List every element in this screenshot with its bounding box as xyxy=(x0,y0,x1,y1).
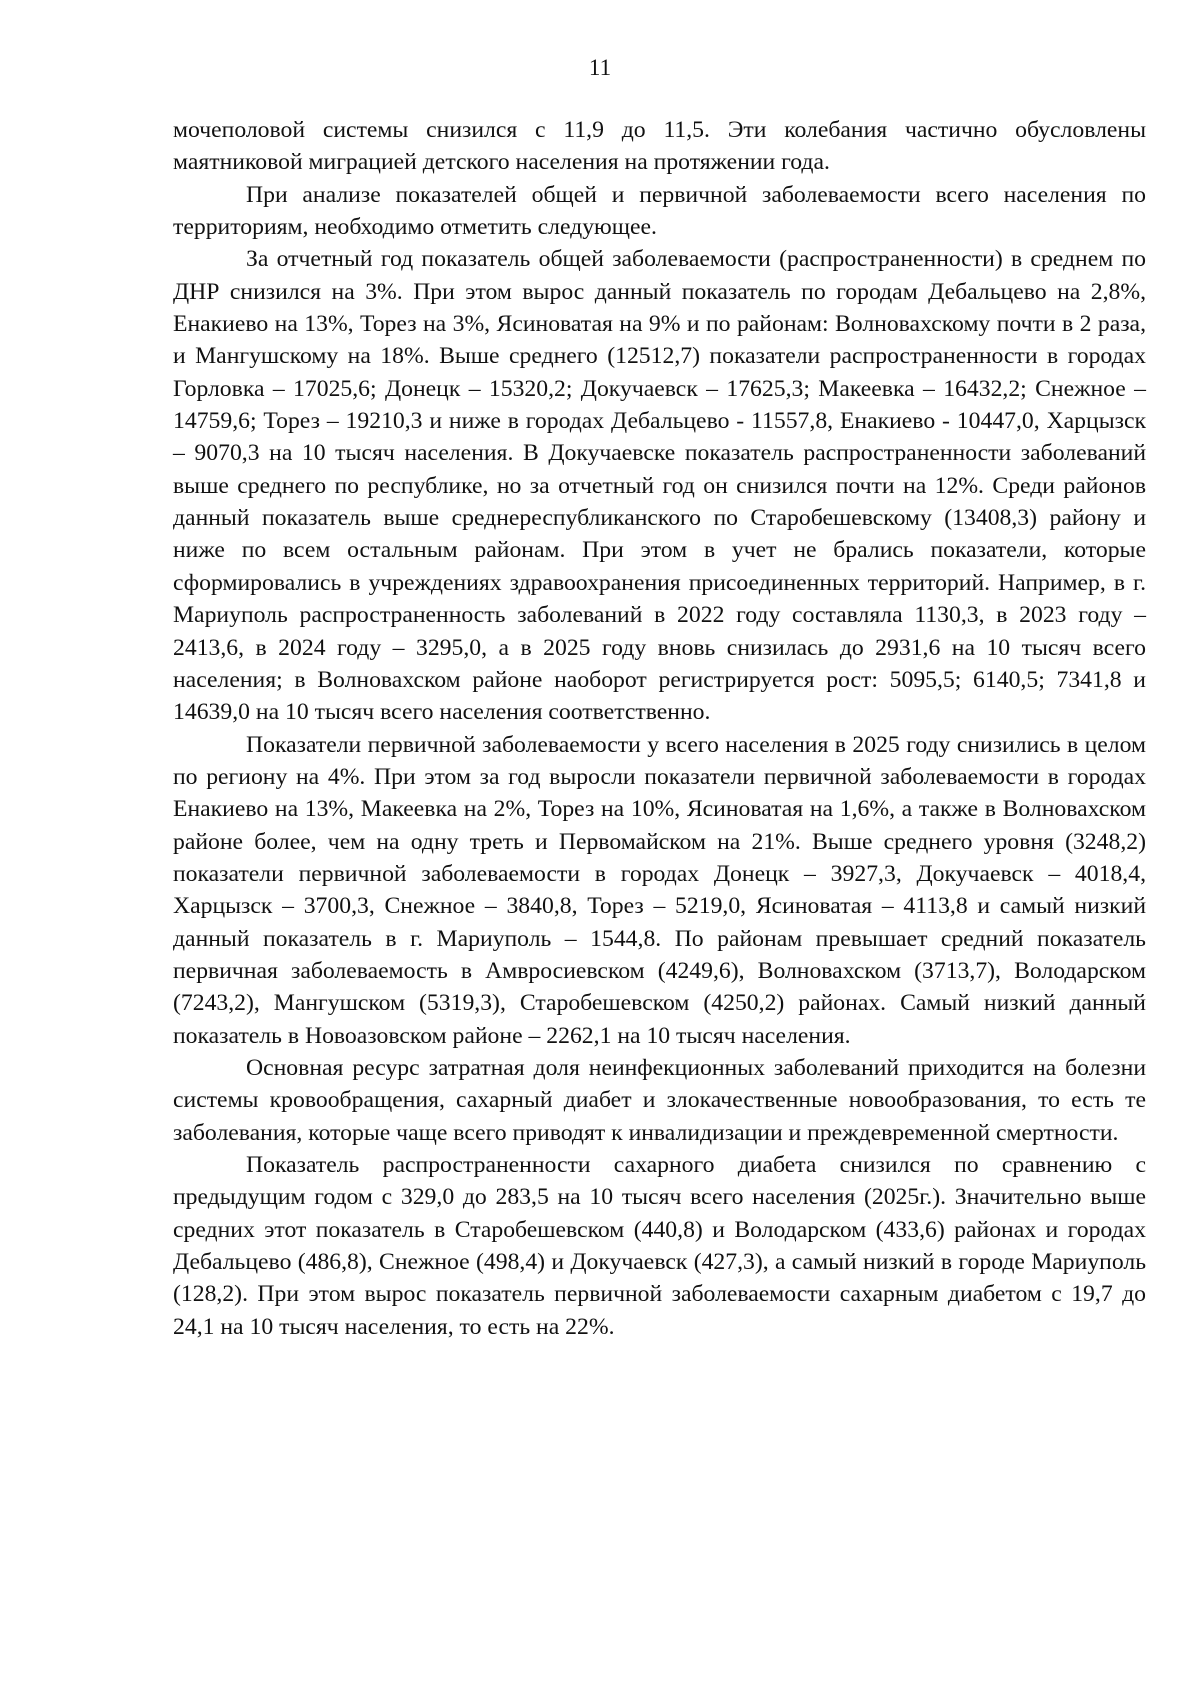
paragraph-general-morbidity: За отчетный год показатель общей заболеваемости (распространенности) в среднем по ДНР снизился на 3%. При этом вырос данный показатель по городам Дебальцево на 2,8%, Енакиево на 13%, Торез на 3%, Ясиноватая на 9% и по районам: Волновахскому почти в 2 раза, и Мангушскому на 18%. Выше среднего (12512,7) показатели распространенности в городах Горловка – 17025,6; Донецк – 15320,2; Докучаевск – 17625,3; Макеевка – 16432,2; Снежное – 14759,6; Торез – 19210,3 и ниже в городах Дебальцево - 11557,8, Енакиево - 10447,0, Харцызск – 9070,3 на 10 тысяч населения. В Докучаевске показатель распространенности заболеваний выше среднего по республике, но за отчетный год он снизился почти на 12%. Среди районов данный показатель выше среднереспубликанского по Старобешевскому (13408,3) району и ниже по всем остальным районам. При этом в учет не брались показатели, которые сформировались в учреждениях здравоохранения присоединенных территорий. Например, в г. Мариуполь распространенность заболеваний в 2022 году составляла 1130,3, в 2023 году – 2413,6, в 2024 году – 3295,0, а в 2025 году вновь снизилась до 2931,6 на 10 тысяч всего населения; в Волновахском районе наоборот регистрируется рост: 5095,5; 6140,5; 7341,8 и 14639,0 на 10 тысяч всего населения соответственно. xyxy=(173,246,1146,726)
paragraph-diabetes: Показатель распространенности сахарного диабета снизился по сравнению с предыдущим годом с 329,0 до 283,5 на 10 тысяч всего населения (2025г.). Значительно выше средних этот показатель в Старобешевском (440,8) и Володарском (433,6) районах и городах Дебальцево (486,8), Снежное (498,4) и Докучаевск (427,3), а самый низкий в городе Мариуполь (128,2). При этом вырос показатель первичной заболеваемости сахарным диабетом с 19,7 до 24,1 на 10 тысяч населения, то есть на 22%. xyxy=(173,1152,1146,1340)
paragraph-noncommunicable-diseases: Основная ресурс затратная доля неинфекционных заболеваний приходится на болезни системы кровообращения, сахарный диабет и злокачественные новообразования, то есть те заболевания, которые чаще всего приводят к инвалидизации и преждевременной смертности. xyxy=(173,1054,1146,1146)
paragraph-primary-morbidity: Показатели первичной заболеваемости у всего населения в 2025 году снизились в целом по региону на 4%. При этом за год выросли показатели первичной заболеваемости в городах Енакиево на 13%, Макеевка на 2%, Торез на 10%, Ясиноватая на 1,6%, а также в Волновахском районе более, чем на одну треть и Первомайском на 21%. Выше среднего уровня (3248,2) показатели первичной заболеваемости в городах Донецк – 3927,3, Докучаевск – 4018,4, Харцызск – 3700,3, Снежное – 3840,8, Торез – 5219,0, Ясиноватая – 4113,8 и самый низкий данный показатель в г. Мариуполь – 1544,8. По районам превышает средний показатель первичная заболеваемость в Амвросиевском (4249,6), Волновахском (3713,7), Володарском (7243,2), Мангушском (5319,3), Старобешевском (4250,2) районах. Самый низкий данный показатель в Новоазовском районе – 2262,1 на 10 тысяч населения. xyxy=(173,731,1146,1049)
paragraph-continuation: мочеполовой системы снизился с 11,9 до 11,5. Эти колебания частично обусловлены маятниковой миграцией детского населения на протяжении года. xyxy=(173,117,1146,176)
document-body xyxy=(173,114,1146,1343)
page-number: 11 xyxy=(588,55,612,80)
paragraph-analysis-intro: При анализе показателей общей и первичной заболеваемости всего населения по территориям, необходимо отметить следующее. xyxy=(173,181,1146,241)
